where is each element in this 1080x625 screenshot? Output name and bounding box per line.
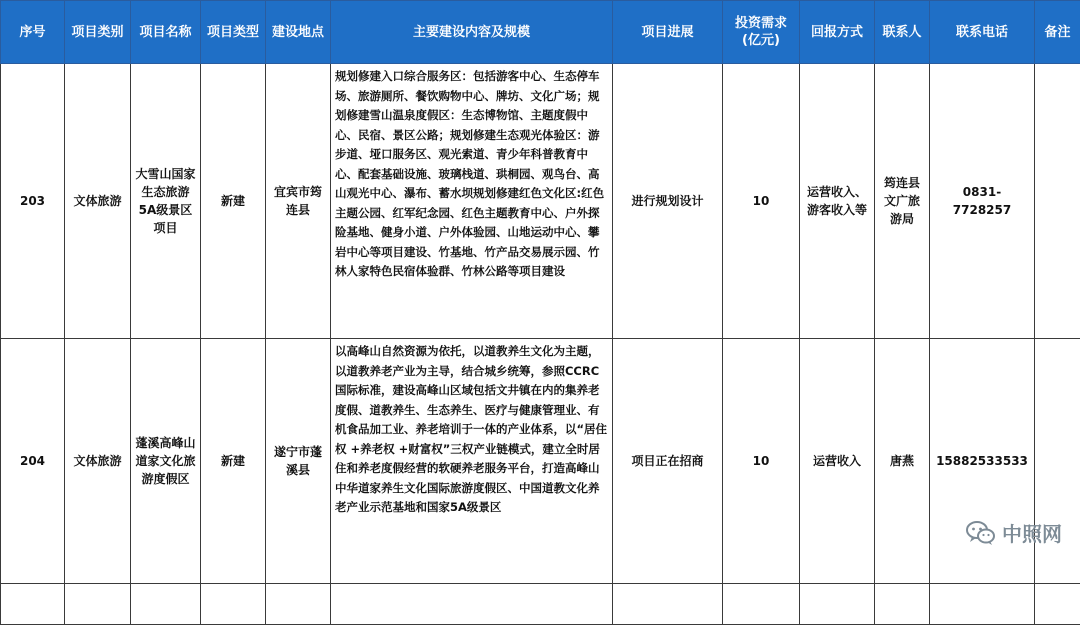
cell-return: 运营收入、游客收入等 <box>800 64 875 339</box>
empty-cell <box>1035 584 1080 625</box>
empty-cell <box>266 584 331 625</box>
watermark <box>966 518 1062 547</box>
table-row <box>1 64 1080 339</box>
empty-cell <box>613 584 723 625</box>
cell-type: 新建 <box>201 64 266 339</box>
header-cell: 投资需求 (亿元) <box>723 1 800 64</box>
empty-cell <box>930 584 1035 625</box>
header-cell: 序号 <box>1 1 65 64</box>
cell-content: 规划修建入口综合服务区：包括游客中心、生态停车场、旅游厕所、餐饮购物中心、牌坊、文化广场；规划修建雪山温泉度假区：生态博物馆、主题度假中心、民宿、景区公路；规划修建生态观光体验区：游步道、垭口服务区、观光索道、青少年科普教育中心、配套基础设施、玻璃栈道、珙桐园、观鸟台、高山观光中心、瀑布、蓄水坝规划修建红色文化区:红色主题公园、红军纪念园、红色主题教育中心、户外探险基地、健身小道、户外体验园、山地运动中心、攀岩中心等项目建设、竹基地、竹产品交易展示园、竹林人家特色民宿体验群、竹林公路等项目建设 <box>331 64 613 339</box>
cell-no: 204 <box>1 339 65 584</box>
cell-location: 宜宾市筠连县 <box>266 64 331 339</box>
wechat-icon <box>966 520 996 546</box>
cell-progress: 进行规划设计 <box>613 64 723 339</box>
cell-progress: 项目正在招商 <box>613 339 723 584</box>
table-header-row <box>1 1 1080 64</box>
header-cell: 项目名称 <box>131 1 201 64</box>
cell-contact: 唐燕 <box>875 339 930 584</box>
cell-name: 蓬溪高峰山道家文化旅游度假区 <box>131 339 201 584</box>
header-cell: 项目类别 <box>65 1 131 64</box>
cell-note <box>1035 64 1080 339</box>
empty-cell <box>201 584 266 625</box>
header-cell: 联系电话 <box>930 1 1035 64</box>
empty-cell <box>1 584 65 625</box>
table-row <box>1 584 1080 625</box>
cell-category: 文体旅游 <box>65 64 131 339</box>
header-cell: 主要建设内容及规模 <box>331 1 613 64</box>
cell-phone: 15882533533 <box>930 339 1035 584</box>
cell-no: 203 <box>1 64 65 339</box>
header-cell: 建设地点 <box>266 1 331 64</box>
cell-return: 运营收入 <box>800 339 875 584</box>
cell-contact: 筠连县文广旅游局 <box>875 64 930 339</box>
empty-cell <box>875 584 930 625</box>
table-row <box>1 339 1080 584</box>
watermark-text: 中照网 <box>1002 518 1062 547</box>
empty-cell <box>331 584 613 625</box>
cell-investment: 10 <box>723 64 800 339</box>
empty-cell <box>131 584 201 625</box>
cell-investment: 10 <box>723 339 800 584</box>
empty-cell <box>65 584 131 625</box>
cell-category: 文体旅游 <box>65 339 131 584</box>
cell-type: 新建 <box>201 339 266 584</box>
empty-cell <box>723 584 800 625</box>
cell-location: 遂宁市蓬溪县 <box>266 339 331 584</box>
header-cell: 回报方式 <box>800 1 875 64</box>
cell-phone: 0831-7728257 <box>930 64 1035 339</box>
header-cell: 备注 <box>1035 1 1080 64</box>
empty-cell <box>800 584 875 625</box>
cell-name: 大雪山国家生态旅游5A级景区项目 <box>131 64 201 339</box>
cell-content: 以高峰山自然资源为依托，以道教养生文化为主题，以道教养老产业为主导，结合城乡统筹，参照CCRC国际标准，建设高峰山区域包括文井镇在内的集养老度假、道教养生、生态养生、医疗与健康管理业、有机食品加工业、养老培训于一体的产业体系，以“居住权 +养老权 +财富权”三权产业链模式，建立全时居住和养老度假经营的软硬养老服务平台，打造高峰山中华道家养生文化国际旅游度假区、中国道教文化养老产业示范基地和国家5A级景区 <box>331 339 613 584</box>
header-cell: 项目类型 <box>201 1 266 64</box>
header-cell: 项目进展 <box>613 1 723 64</box>
header-cell: 联系人 <box>875 1 930 64</box>
